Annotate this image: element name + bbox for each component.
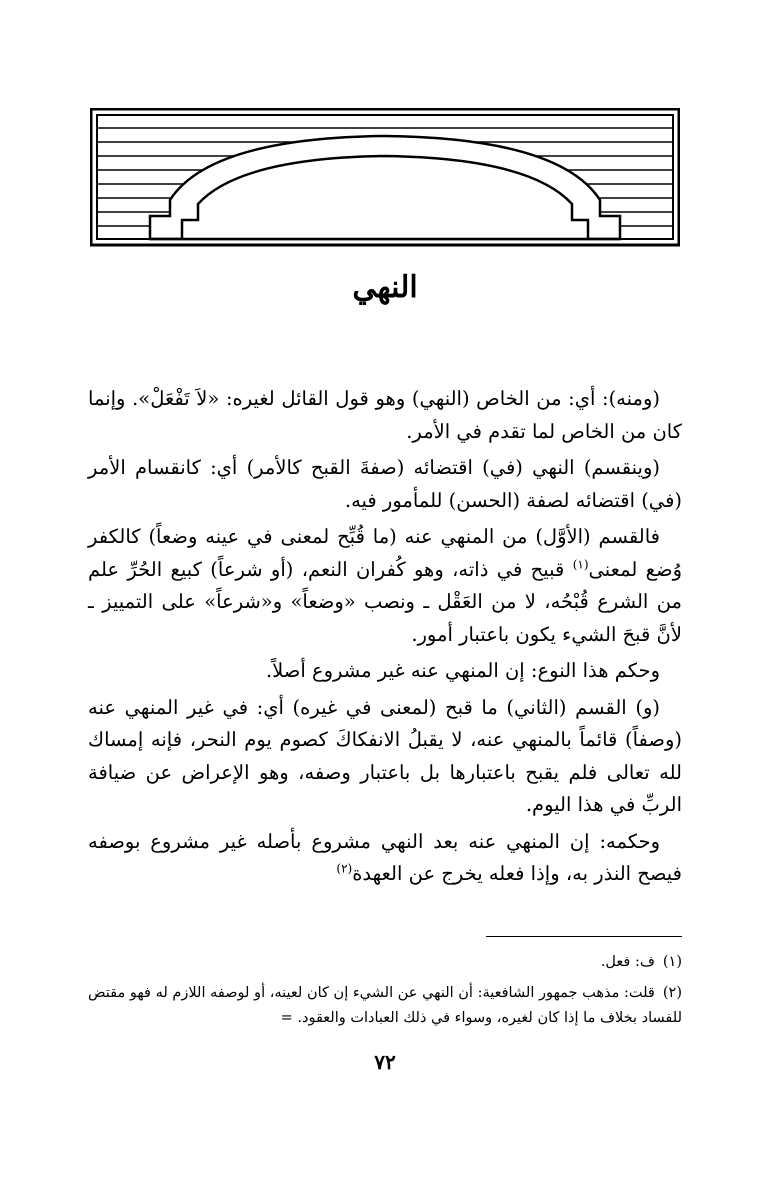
paragraph-4: وحكم هذا النوع: إن المنهي عنه غير مشروع أصلاً. (265, 659, 660, 682)
footnote-1 (88, 950, 682, 975)
paragraph-3-part-1: فالقسم (الأوَّل) من المنهي عنه (ما قُبِّح لمعنى في عينه وضعاً) كالكفر وُضع لمعنى (88, 525, 682, 581)
footnote-ref-2[interactable]: (٢) (336, 861, 353, 876)
paragraph-3 (88, 521, 682, 651)
page-number: ٧٢ (374, 1050, 396, 1074)
paragraph-2: (وينقسم) النهي (في) اقتضائه (صفةَ القبح كالأمر) أي: كانقسام الأمر (في) اقتضائه لصفة (الحسن) للمأمور فيه. (88, 456, 682, 512)
footnote-ref-1[interactable]: (١) (572, 557, 589, 571)
chapter-title: النهي (352, 270, 418, 305)
body-text (88, 383, 682, 895)
footnote-1-text: ف: فعل. (600, 954, 655, 970)
chapter-header-ornament (90, 108, 680, 248)
footnote-separator (486, 936, 682, 937)
footnotes (88, 950, 682, 1037)
paragraph-6 (88, 826, 682, 891)
footnote-2-text: قلت: مذهب جمهور الشافعية: أن النهي عن الشيء إن كان لعينه، أو لوصفه اللازم له فهو مقتض للفساد بخلاف ما إذا كان لغيره، وسواء في ذلك العبادات والعقود. = (88, 985, 682, 1026)
footnote-1-number: (١) (662, 954, 682, 970)
paragraph-3-part-2: قبيح في ذاته، وهو كُفران النعم، (أو شرعاً) كبيع الحُرِّ علم من الشرع قُبْحُه، لا من العَقْل ـ ونصب «وضعاً» و«شرعاً» على التمييز ـ لأنَّ قبحَ الشيء يكون باعتبار أمور. (88, 557, 682, 646)
paragraph-6-text: وحكمه: إن المنهي عنه بعد النهي مشروع بأصله غير مشروع بوصفه فيصح النذر به، وإذا فعله يخرج عن العهدة (88, 829, 682, 885)
paragraph-5: (و) القسم (الثاني) ما قبح (لمعنى في غيره) أي: في غير المنهي عنه (وصفاً) قائماً بالمنهي عنه، لا يقبلُ الانفكاكَ كصوم يوم النحر، فإنه إمساك لله تعالى فلم يقبح باعتبارها بل باعتبار وصفه، وهو الإعراض عن ضيافة الربِّ في هذا اليوم. (88, 695, 682, 816)
footnote-2-number: (٢) (662, 985, 682, 1001)
paragraph-1: (ومنه): أي: من الخاص (النهي) وهو قول القائل لغيره: «لاَ تَفْعَلْ». وإنما كان من الخاص لما تقدم في الأمر. (88, 387, 682, 443)
footnote-2 (88, 981, 682, 1031)
